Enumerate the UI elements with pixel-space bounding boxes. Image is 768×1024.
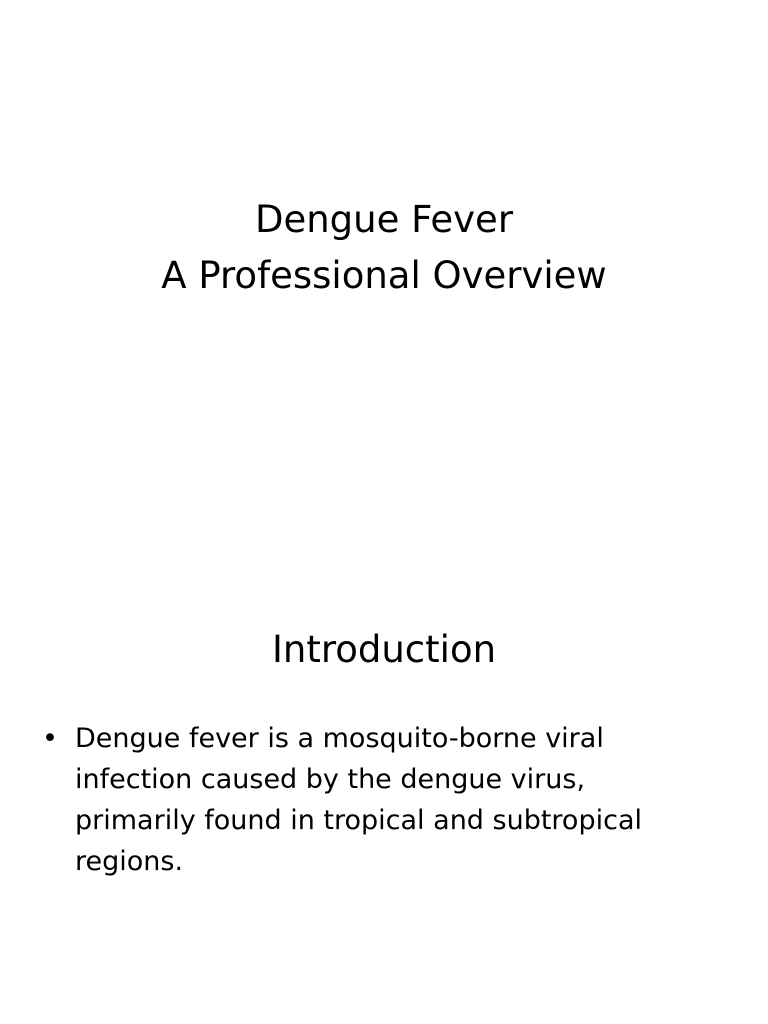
introduction-slide — [0, 512, 768, 1024]
bullet-text: Dengue fever is a mosquito-borne viral infection caused by the dengue virus, primarily found in tropical and subtropical regions. — [75, 723, 642, 877]
bullet-marker: • — [42, 723, 58, 754]
bullet-item — [40, 718, 680, 882]
title-line-subtitle: A Professional Overview — [161, 254, 607, 297]
bullet-list — [40, 718, 680, 882]
title-line-main: Dengue Fever — [254, 198, 514, 241]
slide-title — [0, 192, 768, 304]
section-heading: Introduction — [271, 628, 497, 671]
